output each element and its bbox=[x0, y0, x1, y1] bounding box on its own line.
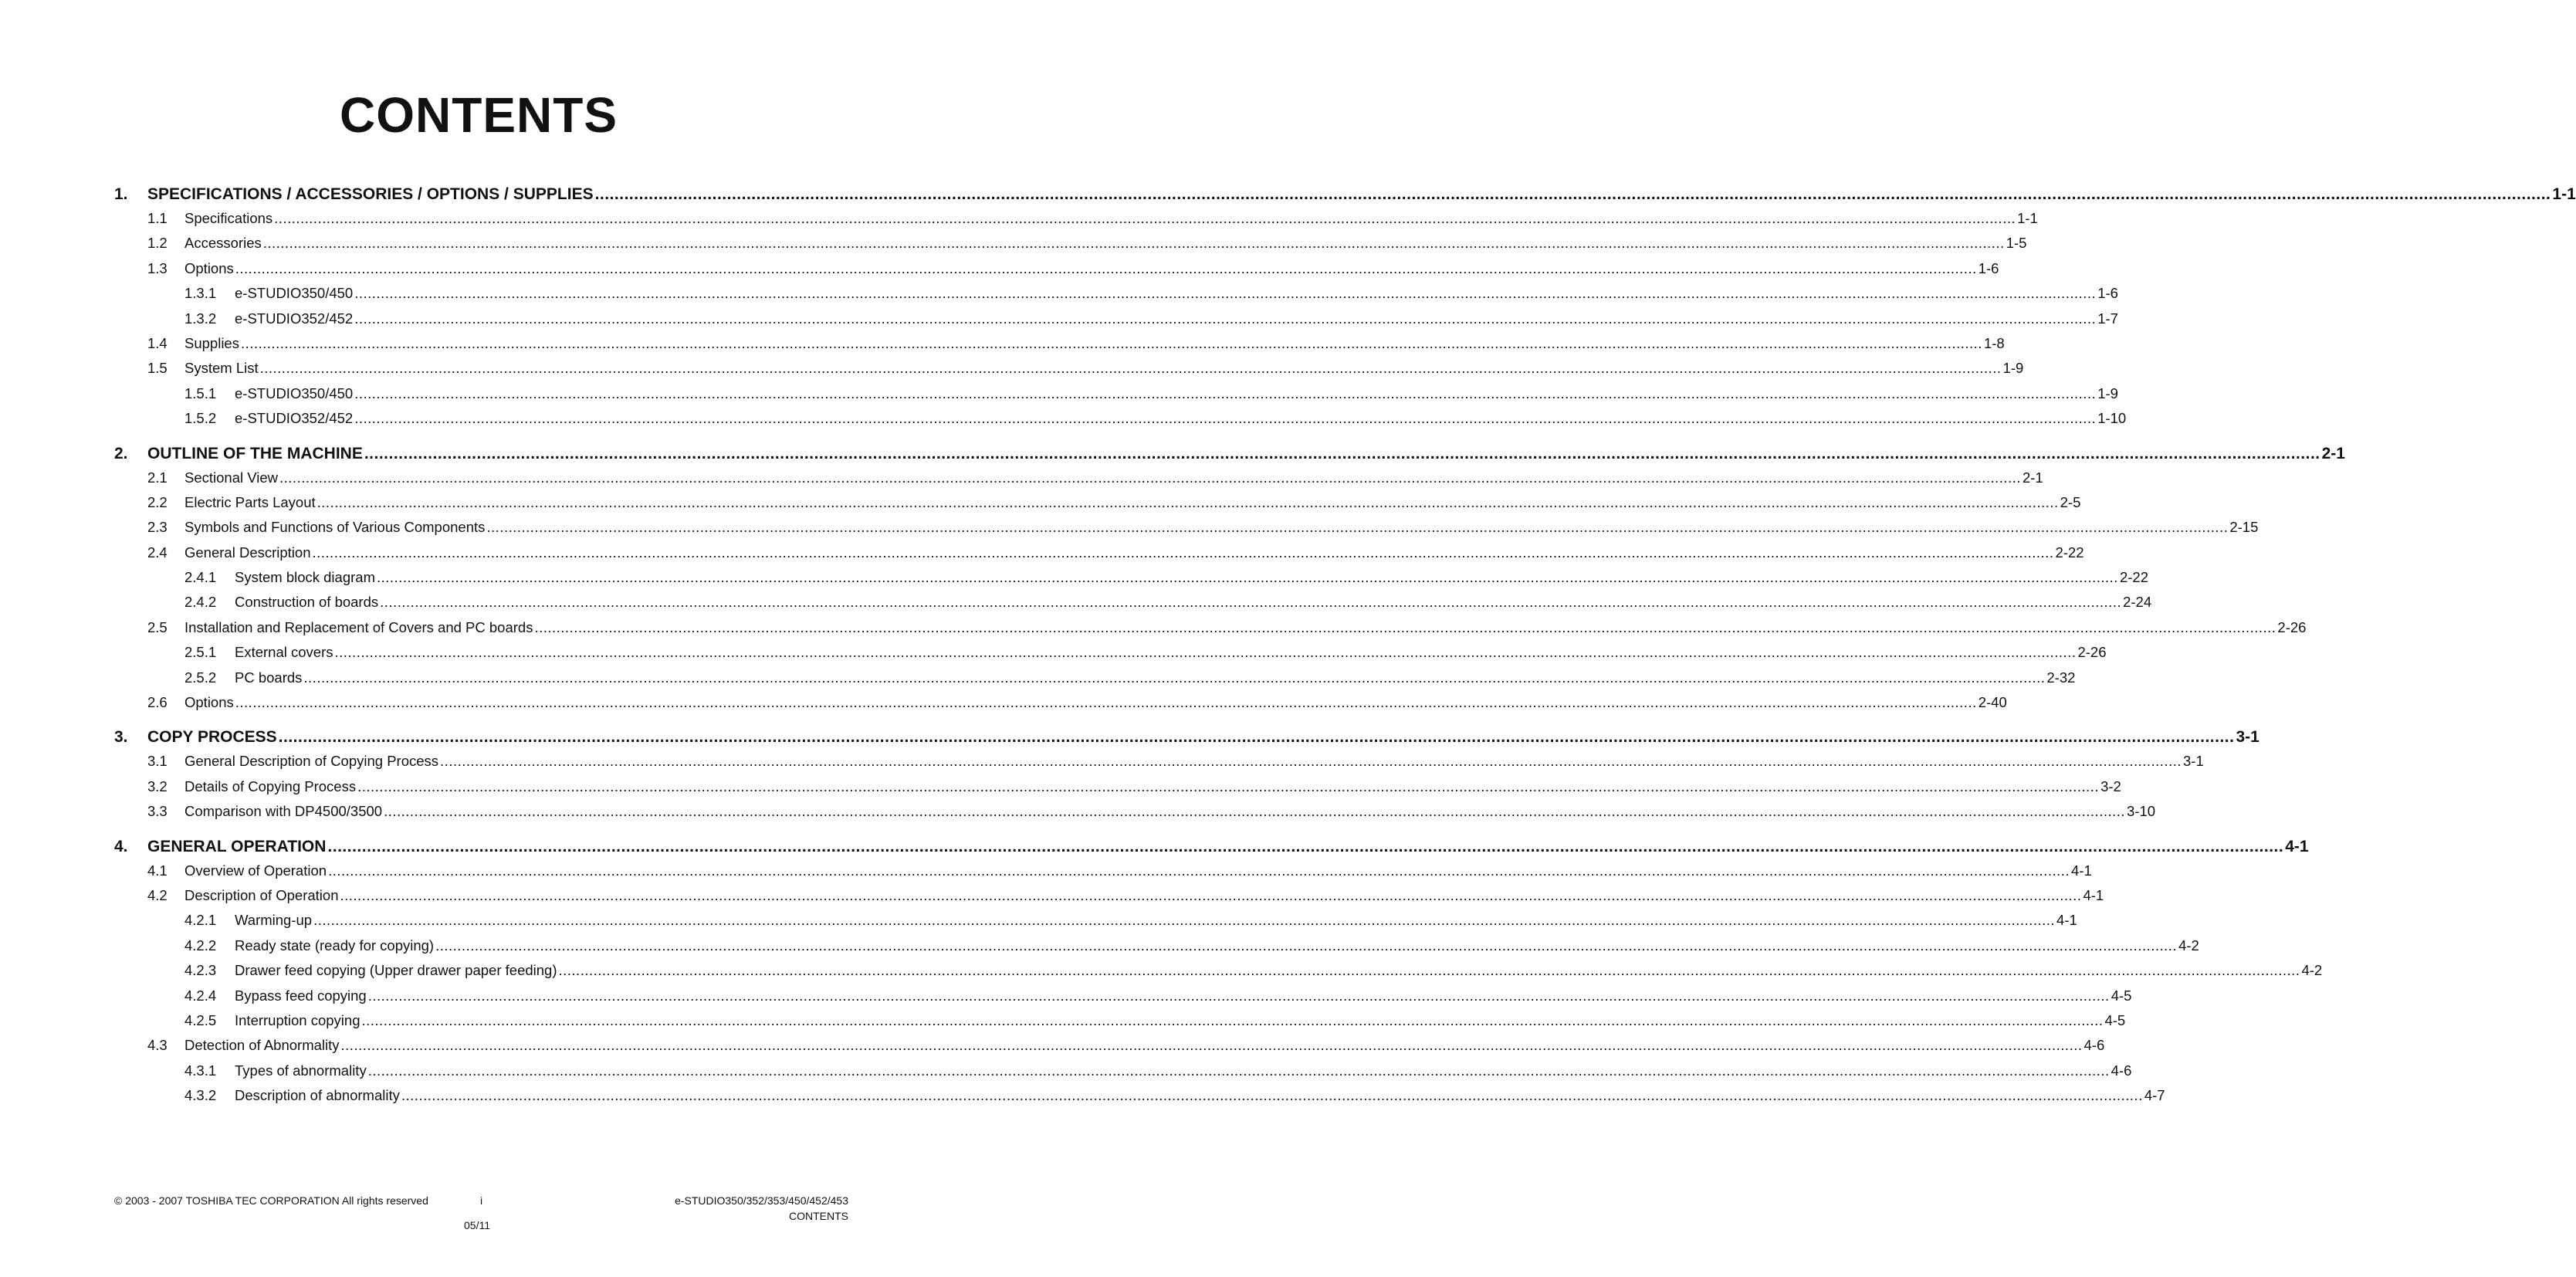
toc-entry[interactable] bbox=[114, 694, 2007, 719]
toc-entry[interactable] bbox=[114, 469, 2043, 494]
toc-entry[interactable] bbox=[114, 886, 2104, 912]
toc-dot-leader: ................................................................................................................................................................................................................................................................................................................................................................................................................ bbox=[274, 210, 2016, 226]
toc-dot-leader: ................................................................................................................................................................................................................................................................................................................................................................................................................ bbox=[380, 594, 2122, 611]
toc-entry-page: 2-5 bbox=[2060, 493, 2081, 510]
toc-entry-page: 1-1 bbox=[2017, 210, 2038, 226]
toc-entry-number: 2.2 bbox=[147, 493, 168, 510]
toc-entry-number: 4.2.2 bbox=[184, 937, 217, 954]
toc-entry-number: 1.5 bbox=[147, 360, 168, 377]
toc-entry-number: 4.3.1 bbox=[184, 1062, 217, 1079]
toc-entry-page: 2-1 bbox=[2321, 444, 2345, 462]
toc-entry-page: 1-9 bbox=[2002, 360, 2024, 377]
toc-dot-leader: ................................................................................................................................................................................................................................................................................................................................................................................................................ bbox=[354, 384, 2097, 401]
toc-dot-leader: ................................................................................................................................................................................................................................................................................................................................................................................................................ bbox=[279, 469, 2021, 486]
toc-dot-leader: ................................................................................................................................................................................................................................................................................................................................................................................................................ bbox=[594, 185, 2551, 203]
toc-entry-title: System block diagram bbox=[235, 569, 375, 586]
footer-copyright: © 2003 - 2007 TOSHIBA TEC CORPORATION All rights reserved bbox=[114, 1194, 428, 1207]
toc-entry-page: 2-40 bbox=[1978, 694, 2007, 711]
toc-entry-number: 2.1 bbox=[147, 469, 168, 486]
toc-entry-number: 2. bbox=[114, 444, 128, 462]
toc-chapter[interactable] bbox=[114, 837, 2309, 862]
toc-entry-page: 4-6 bbox=[2111, 1062, 2132, 1079]
toc-entry-number: 3.1 bbox=[147, 753, 168, 770]
table-of-contents bbox=[114, 185, 2576, 1113]
toc-entry-title: Types of abnormality bbox=[235, 1062, 367, 1079]
toc-entry-title: Description of Operation bbox=[184, 886, 339, 903]
toc-entry-page: 1-7 bbox=[2097, 310, 2118, 327]
toc-entry-page: 4-1 bbox=[2056, 912, 2077, 929]
toc-entry[interactable] bbox=[114, 285, 2118, 310]
toc-entry-title: Details of Copying Process bbox=[184, 777, 357, 794]
toc-entry-title: e-STUDIO350/450 bbox=[235, 384, 354, 401]
toc-dot-leader: ................................................................................................................................................................................................................................................................................................................................................................................................................ bbox=[486, 519, 2229, 536]
toc-entry-title: Installation and Replacement of Covers and PC boards bbox=[184, 618, 533, 635]
toc-entry-number: 1. bbox=[114, 185, 128, 203]
toc-entry-page: 4-5 bbox=[2111, 987, 2132, 1004]
toc-entry[interactable] bbox=[114, 669, 2076, 694]
toc-entry-number: 4.2.4 bbox=[184, 987, 217, 1004]
footer-page-number: i bbox=[480, 1194, 483, 1207]
toc-dot-leader: ................................................................................................................................................................................................................................................................................................................................................................................................................ bbox=[235, 694, 1977, 711]
toc-dot-leader: ................................................................................................................................................................................................................................................................................................................................................................................................................ bbox=[278, 728, 2235, 747]
toc-entry-page: 4-2 bbox=[2178, 937, 2199, 954]
toc-entry-number: 2.5.2 bbox=[184, 669, 217, 686]
toc-entry-title: Construction of boards bbox=[235, 594, 379, 611]
toc-entry-title: Drawer feed copying (Upper drawer paper feeding) bbox=[235, 962, 557, 979]
toc-entry-number: 3. bbox=[114, 728, 128, 747]
toc-entry-page: 1-6 bbox=[1978, 259, 1999, 276]
toc-entry-page: 3-2 bbox=[2100, 777, 2121, 794]
toc-entry-title: Options bbox=[184, 259, 234, 276]
toc-entry-page: 1-1 bbox=[2552, 185, 2576, 203]
toc-dot-leader: ................................................................................................................................................................................................................................................................................................................................................................................................................ bbox=[367, 987, 2110, 1004]
toc-entry-number: 4. bbox=[114, 837, 128, 855]
toc-entry-number: 2.4.2 bbox=[184, 594, 217, 611]
toc-dot-leader: ................................................................................................................................................................................................................................................................................................................................................................................................................ bbox=[357, 777, 2100, 794]
footer-section: CONTENTS bbox=[789, 1210, 848, 1222]
toc-entry-title: Overview of Operation bbox=[184, 862, 327, 879]
toc-entry-title: General Description bbox=[184, 544, 311, 561]
toc-entry-page: 2-26 bbox=[2077, 644, 2107, 661]
toc-entry-number: 4.1 bbox=[147, 862, 168, 879]
toc-entry[interactable] bbox=[114, 334, 2005, 360]
toc-entry-title: Symbols and Functions of Various Components bbox=[184, 519, 486, 536]
toc-entry-title: GENERAL OPERATION bbox=[147, 837, 327, 855]
toc-entry[interactable] bbox=[114, 519, 2259, 544]
toc-chapter[interactable] bbox=[114, 444, 2345, 469]
toc-dot-leader: ................................................................................................................................................................................................................................................................................................................................................................................................................ bbox=[340, 1037, 2083, 1054]
toc-dot-leader: ................................................................................................................................................................................................................................................................................................................................................................................................................ bbox=[534, 618, 2276, 635]
toc-entry-number: 1.3.1 bbox=[184, 285, 217, 302]
toc-dot-leader: ................................................................................................................................................................................................................................................................................................................................................................................................................ bbox=[313, 912, 2056, 929]
toc-entry-number: 2.3 bbox=[147, 519, 168, 536]
toc-entry-title: SPECIFICATIONS / ACCESSORIES / OPTIONS / SUPPLIES bbox=[147, 185, 594, 203]
toc-entry-title: e-STUDIO352/452 bbox=[235, 310, 354, 327]
toc-entry-number: 4.2 bbox=[147, 886, 168, 903]
toc-entry[interactable] bbox=[114, 618, 2307, 644]
toc-dot-leader: ................................................................................................................................................................................................................................................................................................................................................................................................................ bbox=[401, 1087, 2143, 1104]
toc-dot-leader: ................................................................................................................................................................................................................................................................................................................................................................................................................ bbox=[262, 235, 2005, 252]
toc-dot-leader: ................................................................................................................................................................................................................................................................................................................................................................................................................ bbox=[361, 1011, 2104, 1028]
toc-entry-number: 1.2 bbox=[147, 235, 168, 252]
toc-entry[interactable] bbox=[114, 937, 2199, 962]
toc-entry[interactable] bbox=[114, 235, 2027, 259]
toc-chapter[interactable] bbox=[114, 728, 2260, 753]
toc-entry-title: Sectional View bbox=[184, 469, 279, 486]
toc-entry-title: COPY PROCESS bbox=[147, 728, 277, 747]
toc-entry-page: 2-26 bbox=[2277, 618, 2307, 635]
toc-dot-leader: ................................................................................................................................................................................................................................................................................................................................................................................................................ bbox=[384, 803, 2126, 820]
toc-entry-page: 1-8 bbox=[1983, 334, 2005, 351]
footer-date: 05/11 bbox=[464, 1219, 490, 1231]
toc-dot-leader: ................................................................................................................................................................................................................................................................................................................................................................................................................ bbox=[316, 493, 2059, 510]
toc-dot-leader: ................................................................................................................................................................................................................................................................................................................................................................................................................ bbox=[334, 644, 2077, 661]
toc-entry[interactable] bbox=[114, 1062, 2132, 1087]
toc-entry[interactable] bbox=[114, 210, 2038, 235]
toc-entry-page: 4-2 bbox=[2301, 962, 2323, 979]
toc-dot-leader: ................................................................................................................................................................................................................................................................................................................................................................................................................ bbox=[303, 669, 2046, 686]
toc-entry[interactable] bbox=[114, 1037, 2105, 1062]
toc-entry-number: 4.2.3 bbox=[184, 962, 217, 979]
toc-entry-number: 1.4 bbox=[147, 334, 168, 351]
toc-entry-title: Interruption copying bbox=[235, 1011, 361, 1028]
toc-entry-title: Detection of Abnormality bbox=[184, 1037, 340, 1054]
toc-entry[interactable] bbox=[114, 259, 1999, 285]
toc-entry-number: 3.2 bbox=[147, 777, 168, 794]
toc-entry-title: Options bbox=[184, 694, 234, 711]
toc-dot-leader: ................................................................................................................................................................................................................................................................................................................................................................................................................ bbox=[235, 259, 1977, 276]
toc-entry-page: 4-7 bbox=[2144, 1087, 2165, 1104]
toc-entry-title: e-STUDIO350/450 bbox=[235, 285, 354, 302]
toc-entry-title: Supplies bbox=[184, 334, 239, 351]
toc-dot-leader: ................................................................................................................................................................................................................................................................................................................................................................................................................ bbox=[327, 837, 2284, 855]
toc-chapter[interactable] bbox=[114, 185, 2576, 210]
toc-entry-title: Bypass feed copying bbox=[235, 987, 367, 1004]
toc-entry-page: 2-22 bbox=[2055, 544, 2084, 561]
toc-entry-number: 1.5.1 bbox=[184, 384, 217, 401]
footer-model: e-STUDIO350/352/353/450/452/453 bbox=[675, 1194, 848, 1207]
toc-entry-title: Ready state (ready for copying) bbox=[235, 937, 435, 954]
toc-entry-page: 2-32 bbox=[2046, 669, 2076, 686]
toc-entry-page: 4-1 bbox=[2285, 837, 2309, 855]
toc-entry[interactable] bbox=[114, 360, 2024, 384]
toc-dot-leader: ................................................................................................................................................................................................................................................................................................................................................................................................................ bbox=[435, 937, 2178, 954]
toc-entry[interactable] bbox=[114, 777, 2121, 803]
toc-entry-number: 4.2.5 bbox=[184, 1011, 217, 1028]
toc-entry-number: 4.2.1 bbox=[184, 912, 217, 929]
toc-entry[interactable] bbox=[114, 569, 2148, 594]
toc-entry-number: 4.3 bbox=[147, 1037, 168, 1054]
toc-dot-leader: ................................................................................................................................................................................................................................................................................................................................................................................................................ bbox=[240, 334, 1982, 351]
toc-entry-title: External covers bbox=[235, 644, 333, 661]
toc-dot-leader: ................................................................................................................................................................................................................................................................................................................................................................................................................ bbox=[312, 544, 2054, 561]
toc-entry-title: Specifications bbox=[184, 210, 273, 226]
toc-entry[interactable] bbox=[114, 493, 2081, 519]
toc-entry-number: 2.4.1 bbox=[184, 569, 217, 586]
toc-entry-number: 1.5.2 bbox=[184, 410, 217, 427]
toc-entry-title: OUTLINE OF THE MACHINE bbox=[147, 444, 363, 462]
toc-dot-leader: ................................................................................................................................................................................................................................................................................................................................................................................................................ bbox=[259, 360, 2002, 377]
toc-entry-title: System List bbox=[184, 360, 259, 377]
toc-entry-number: 3.3 bbox=[147, 803, 168, 820]
toc-dot-leader: ................................................................................................................................................................................................................................................................................................................................................................................................................ bbox=[376, 569, 2118, 586]
toc-entry-page: 2-1 bbox=[2022, 469, 2043, 486]
toc-entry-page: 1-10 bbox=[2097, 410, 2127, 427]
toc-entry[interactable] bbox=[114, 862, 2092, 887]
toc-entry[interactable] bbox=[114, 987, 2132, 1012]
toc-entry[interactable] bbox=[114, 1011, 2126, 1037]
toc-entry[interactable] bbox=[114, 912, 2077, 937]
toc-entry-number: 1.3 bbox=[147, 259, 168, 276]
toc-entry-number: 1.3.2 bbox=[184, 310, 217, 327]
toc-entry[interactable] bbox=[114, 753, 2204, 777]
toc-entry-page: 4-1 bbox=[2083, 886, 2104, 903]
toc-dot-leader: ................................................................................................................................................................................................................................................................................................................................................................................................................ bbox=[364, 444, 2320, 462]
toc-entry[interactable] bbox=[114, 310, 2118, 335]
page-title: CONTENTS bbox=[340, 87, 618, 143]
toc-entry-title: Accessories bbox=[184, 235, 262, 252]
toc-entry-number: 1.1 bbox=[147, 210, 168, 226]
toc-entry-page: 4-1 bbox=[2071, 862, 2092, 879]
toc-entry[interactable] bbox=[114, 1087, 2165, 1112]
toc-dot-leader: ................................................................................................................................................................................................................................................................................................................................................................................................................ bbox=[340, 886, 2082, 903]
toc-entry[interactable] bbox=[114, 594, 2152, 618]
toc-dot-leader: ................................................................................................................................................................................................................................................................................................................................................................................................................ bbox=[367, 1062, 2110, 1079]
toc-dot-leader: ................................................................................................................................................................................................................................................................................................................................................................................................................ bbox=[354, 410, 2097, 427]
toc-entry-page: 4-6 bbox=[2083, 1037, 2105, 1054]
toc-entry-page: 4-5 bbox=[2104, 1011, 2126, 1028]
toc-entry-page: 2-15 bbox=[2229, 519, 2259, 536]
toc-entry[interactable] bbox=[114, 410, 2127, 435]
toc-entry-page: 3-1 bbox=[2236, 728, 2260, 747]
toc-entry[interactable] bbox=[114, 384, 2118, 410]
toc-entry-number: 4.3.2 bbox=[184, 1087, 217, 1104]
toc-entry-page: 1-6 bbox=[2097, 285, 2118, 302]
toc-entry-title: General Description of Copying Process bbox=[184, 753, 439, 770]
toc-dot-leader: ................................................................................................................................................................................................................................................................................................................................................................................................................ bbox=[354, 310, 2097, 327]
toc-entry-page: 1-5 bbox=[2006, 235, 2027, 252]
toc-entry[interactable] bbox=[114, 644, 2107, 669]
toc-entry-page: 1-9 bbox=[2097, 384, 2118, 401]
toc-entry-title: PC boards bbox=[235, 669, 303, 686]
toc-entry[interactable] bbox=[114, 962, 2323, 987]
toc-entry-number: 2.5 bbox=[147, 618, 168, 635]
toc-entry-title: Electric Parts Layout bbox=[184, 493, 316, 510]
toc-entry-page: 2-22 bbox=[2119, 569, 2148, 586]
toc-entry-number: 2.4 bbox=[147, 544, 168, 561]
toc-entry-title: e-STUDIO352/452 bbox=[235, 410, 354, 427]
toc-entry-number: 2.6 bbox=[147, 694, 168, 711]
toc-dot-leader: ................................................................................................................................................................................................................................................................................................................................................................................................................ bbox=[328, 862, 2070, 879]
toc-dot-leader: ................................................................................................................................................................................................................................................................................................................................................................................................................ bbox=[440, 753, 2182, 770]
toc-dot-leader: ................................................................................................................................................................................................................................................................................................................................................................................................................ bbox=[354, 285, 2097, 302]
toc-entry-page: 3-1 bbox=[2183, 753, 2204, 770]
toc-entry[interactable] bbox=[114, 544, 2084, 569]
toc-entry-title: Warming-up bbox=[235, 912, 313, 929]
toc-entry-page: 3-10 bbox=[2127, 803, 2156, 820]
toc-entry[interactable] bbox=[114, 803, 2156, 828]
toc-entry-number: 2.5.1 bbox=[184, 644, 217, 661]
toc-entry-title: Comparison with DP4500/3500 bbox=[184, 803, 383, 820]
toc-dot-leader: ................................................................................................................................................................................................................................................................................................................................................................................................................ bbox=[558, 962, 2300, 979]
toc-entry-page: 2-24 bbox=[2123, 594, 2152, 611]
toc-entry-title: Description of abnormality bbox=[235, 1087, 400, 1104]
